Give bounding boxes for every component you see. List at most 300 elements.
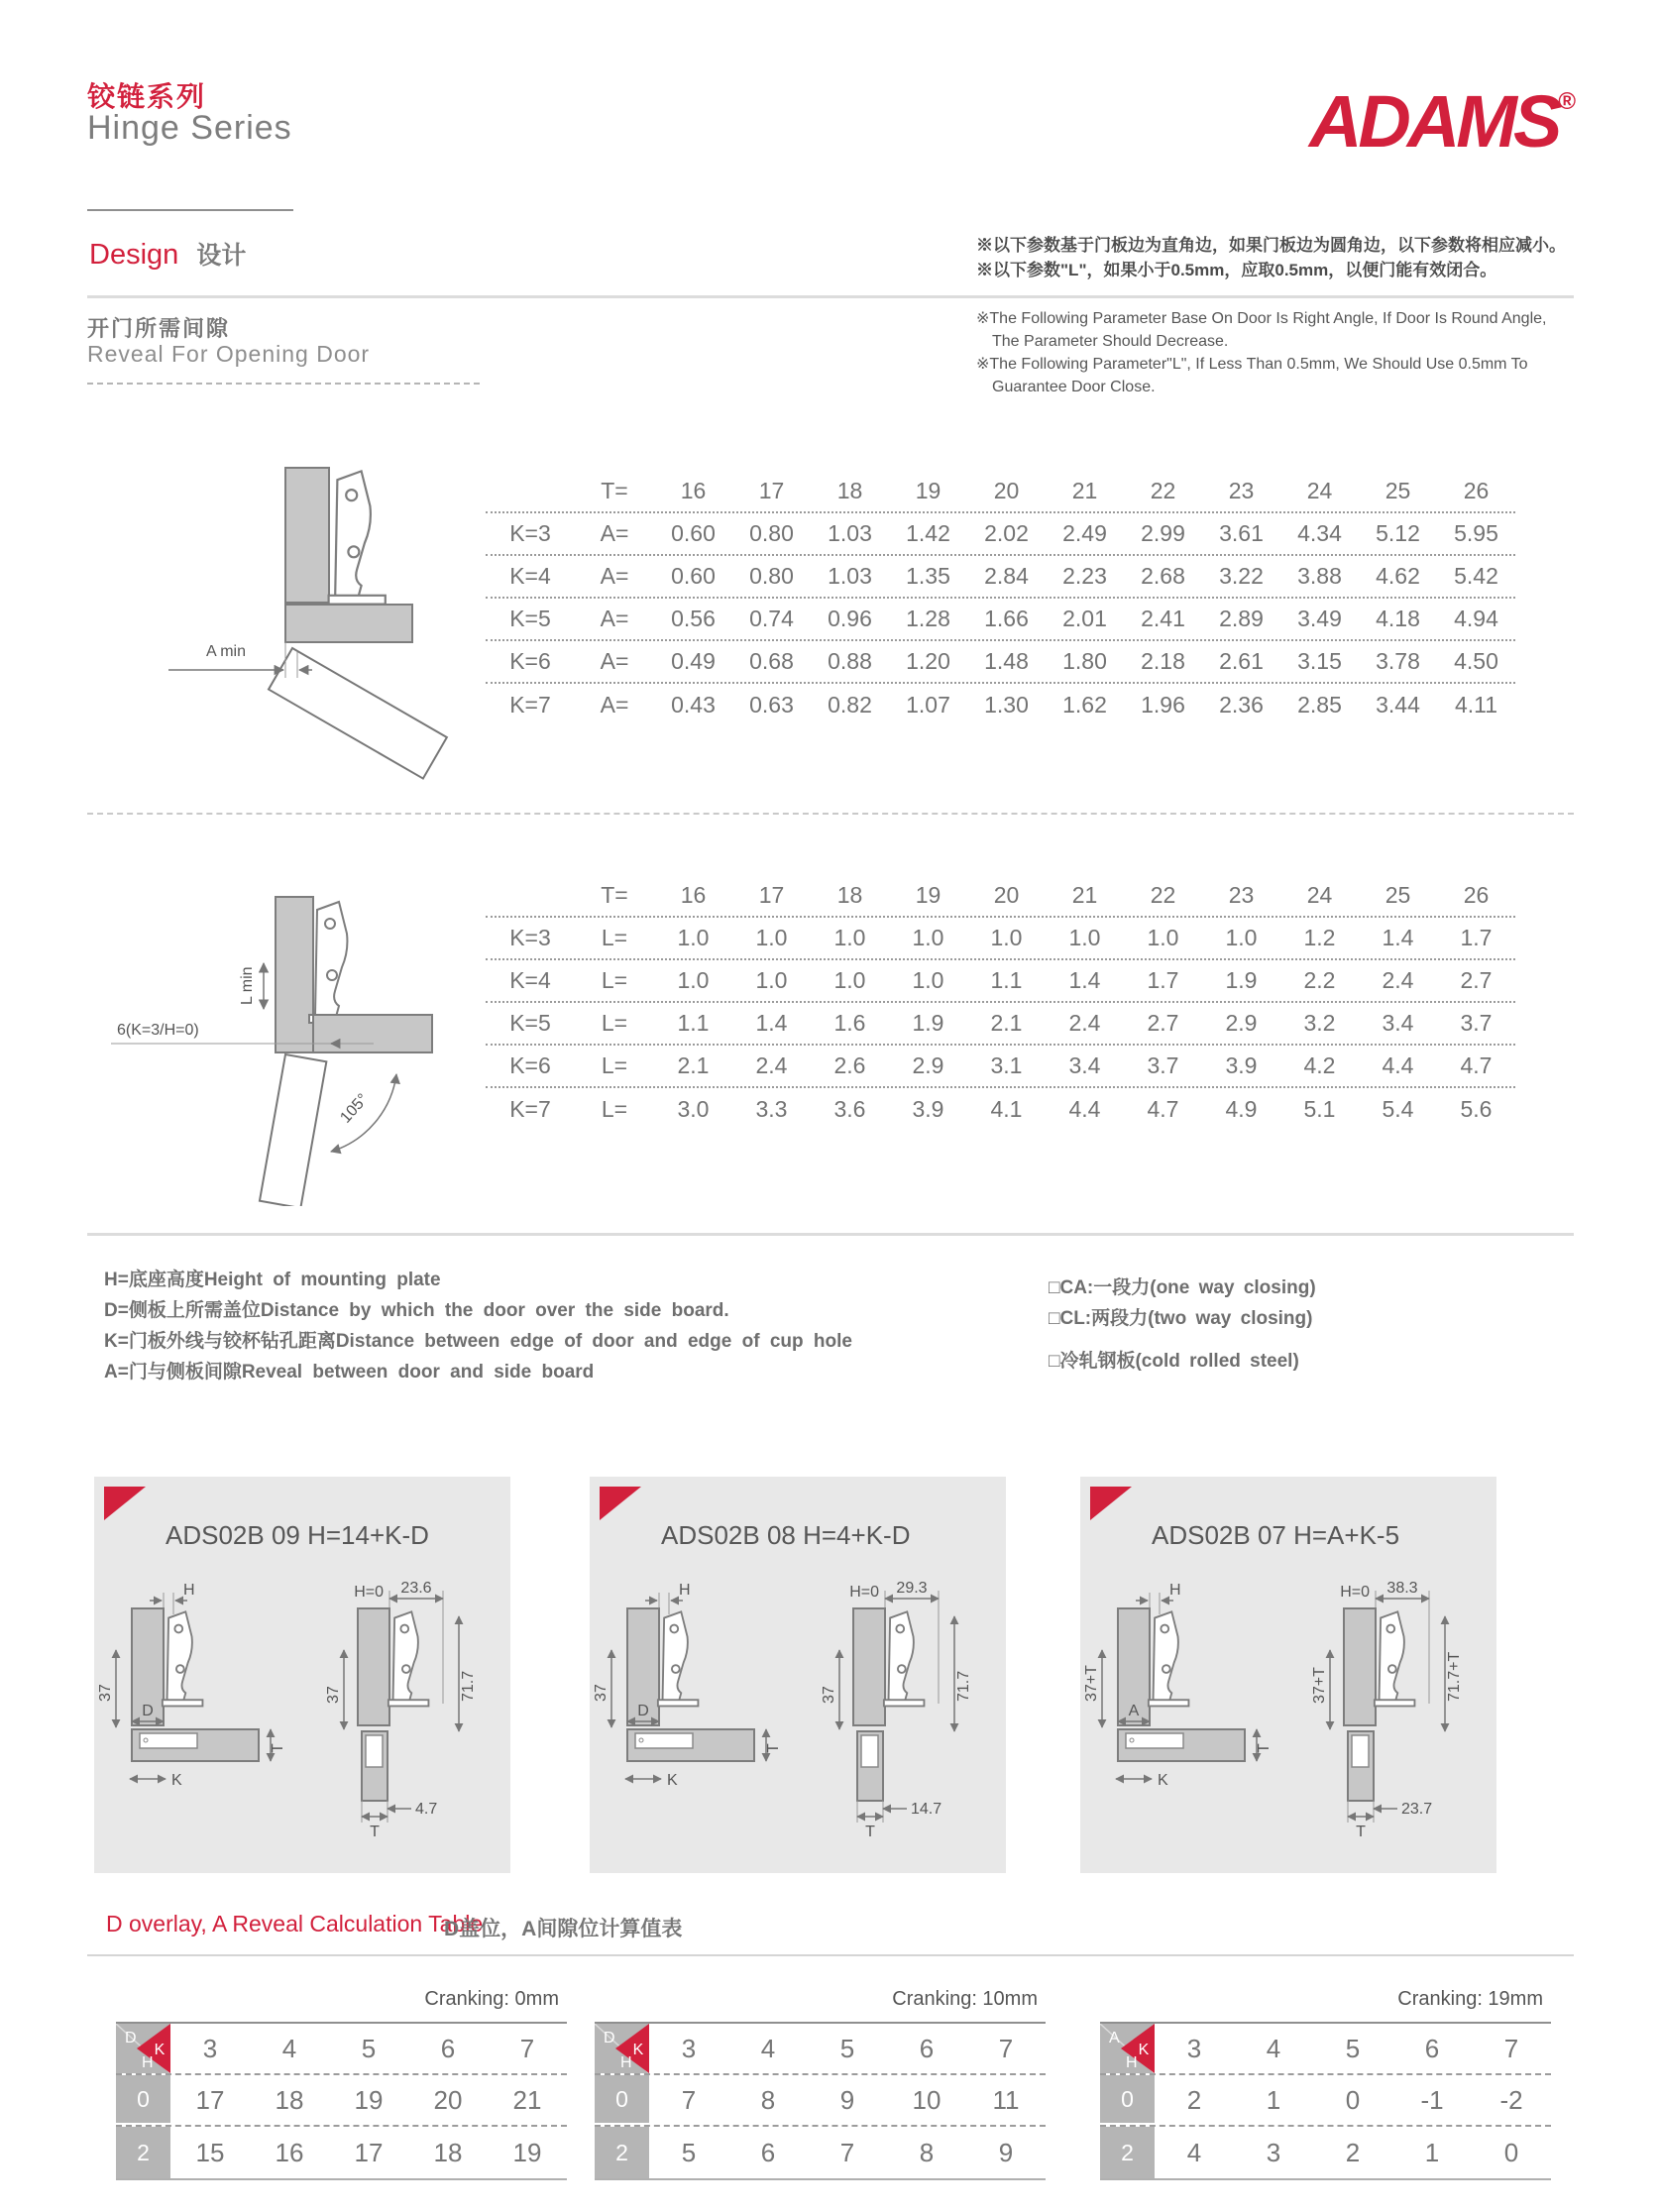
cell-value: 0.56 [671,606,716,631]
column-header: 5 [1345,2033,1361,2063]
cell-value: 18 [433,2137,463,2167]
corner-mid-label: K [632,2042,644,2058]
table-row [486,684,1515,726]
cell-value: 1.03 [828,563,872,589]
row-label: 2 [1100,2127,1155,2178]
cell-value: 1.9 [1225,967,1258,993]
legend-option: □CL:两段力(two way closing) [1049,1308,1313,1329]
cell-value: 1.4 [755,1010,788,1036]
dim-k: K [667,1772,678,1789]
design-heading-en: Design [89,239,179,271]
cell-value: 2.4 [755,1052,788,1078]
cell-value: 1.42 [906,520,950,546]
row-var-label: L= [601,967,628,993]
cell-value: 1.35 [906,563,950,589]
dim-t: T [765,1743,782,1753]
cell-value: 8 [760,2084,776,2115]
dim-right-height: 71.7 [955,1670,972,1702]
cell-value: 21 [512,2084,542,2115]
cell-value: 3 [1266,2137,1281,2167]
cell-value: 3.7 [1147,1052,1179,1078]
cell-value: 1.1 [677,1010,710,1036]
cell-value: 1.80 [1062,648,1107,674]
cranking-body [116,2022,567,2180]
registered-mark: ® [1558,88,1576,115]
cell-value: 4.2 [1303,1052,1336,1078]
cell-value: 1.03 [828,520,872,546]
hinge-drawing [329,471,386,604]
cell-value: 2.4 [1068,1010,1101,1036]
cell-value: 0.68 [749,648,794,674]
l-min-label: L min [239,966,256,1005]
corner-flag-icon [1090,1487,1132,1520]
legend-options [1049,1272,1564,1377]
cell-value: 9 [998,2137,1014,2167]
cell-value: 3.2 [1303,1010,1336,1036]
cell-value: 2.61 [1219,648,1264,674]
cell-value: 1.62 [1062,692,1107,718]
cell-value: 2.9 [1225,1010,1258,1036]
column-header: 5 [839,2033,855,2063]
cell-value: 2.41 [1141,606,1185,631]
t-value: 18 [836,478,863,503]
dim-top-width: 29.3 [896,1580,928,1597]
cell-value: 2.85 [1297,692,1342,718]
corner-header-cell [116,2024,170,2073]
row-var-label: A= [600,563,629,589]
cell-value: 3.9 [912,1096,944,1122]
cell-value: 4.9 [1225,1096,1258,1122]
cell-value: 0 [1503,2137,1519,2167]
dim-t2: T [1356,1824,1366,1840]
cell-value: 3.7 [1460,1010,1493,1036]
cell-value: 1.0 [755,967,788,993]
cell-value: 4 [1186,2137,1202,2167]
cell-value: 4.34 [1297,520,1342,546]
corner-bottom-label: H [1126,2054,1138,2071]
corner-header-cell [595,2024,649,2073]
cell-value: 1.28 [906,606,950,631]
dim-k: K [171,1772,182,1789]
cell-value: 17 [195,2084,225,2115]
k-label: K=7 [509,692,551,718]
reveal-table-l [486,875,1515,1131]
table-row [486,1046,1515,1088]
cell-value: 3.15 [1297,648,1342,674]
angle-label: 105° [337,1090,373,1127]
cell-value: 2.4 [1382,967,1414,993]
cell-value: 0.63 [749,692,794,718]
column-header: 7 [1503,2033,1519,2063]
column-header: 3 [1186,2033,1202,2063]
column-header: 4 [281,2033,297,2063]
t-value: 25 [1384,882,1411,908]
cell-value: 3.44 [1376,692,1420,718]
table-row [486,1088,1515,1131]
table-row [486,1003,1515,1046]
cranking-row [116,2075,567,2127]
t-value: 22 [1150,478,1176,503]
hinge-drawing [884,1611,925,1706]
design-heading-zh: 设计 [196,242,247,270]
cell-value: 1.0 [1147,925,1179,950]
cranking-header-row [1100,2024,1551,2075]
note-zh-1: ※以下参数基于门板边为直角边，如果门板边为圆角边，以下参数将相应减小。 [976,236,1566,255]
cell-value: 1.0 [833,967,866,993]
cell-value: 2.9 [912,1052,944,1078]
cell-value: 18 [275,2084,304,2115]
cell-value: 5.4 [1382,1096,1414,1122]
hinge-dimension-drawing [1080,1571,1496,1863]
t-value: 20 [993,882,1020,908]
cell-value: 4.1 [990,1096,1023,1122]
cell-value: 7 [681,2084,697,2115]
cell-value: 3.49 [1297,606,1342,631]
cell-value: 3.3 [755,1096,788,1122]
table-row [486,556,1515,599]
t-value: 24 [1306,478,1333,503]
cell-value: 1.2 [1303,925,1336,950]
page-title-zh: 铰链系列 [87,81,207,112]
dim-h: H [183,1582,195,1599]
corner-mid-label: K [154,2042,166,2058]
cell-value: 3.9 [1225,1052,1258,1078]
section-dashed-rule [87,383,480,385]
cell-value: 2.89 [1219,606,1264,631]
t-label: T= [601,478,628,503]
top-board [313,1015,432,1052]
corner-top-label: A [1109,2030,1120,2046]
column-header: 4 [1266,2033,1281,2063]
cell-value: 1 [1424,2137,1440,2167]
column-header: 6 [1424,2033,1440,2063]
dim-t2: T [370,1824,380,1840]
cell-value: 4.62 [1376,563,1420,589]
row-label: 0 [1100,2075,1155,2125]
cell-value: 1.0 [833,925,866,950]
dim-left: 37 [325,1686,342,1704]
table-row [486,513,1515,556]
reveal-table-a [486,471,1515,726]
t-value: 26 [1463,882,1490,908]
panel-ads02b-08 [590,1477,1006,1873]
cell-value: 0.49 [671,648,716,674]
dim-left: 37 [97,1684,114,1702]
brand-name: ADAMS [1308,80,1559,163]
legend-option: □CA:一段力(one way closing) [1049,1277,1316,1298]
cell-value: 15 [195,2137,225,2167]
row-var-label: A= [600,692,629,718]
k-label: K=6 [509,648,551,674]
t-value: 19 [915,478,941,503]
cell-value: 1 [1266,2084,1281,2115]
cell-value: 0.80 [749,520,794,546]
dim-top-width: 23.6 [400,1580,432,1597]
row-label: 0 [595,2075,649,2125]
dim-overlay: D [142,1703,154,1719]
cell-value: 0.80 [749,563,794,589]
dim-left: 37 [593,1684,609,1702]
cell-value: 2.6 [833,1052,866,1078]
cell-value: 1.1 [990,967,1023,993]
bottom-board [285,605,412,642]
corner-top-label: D [125,2030,137,2046]
t-value: 24 [1306,882,1333,908]
cell-value: 1.7 [1460,925,1493,950]
cell-value: 0.82 [828,692,872,718]
dim-bottom-width: 4.7 [415,1801,438,1818]
t-value: 21 [1071,478,1098,503]
cell-value: 20 [433,2084,463,2115]
cell-value: 3.22 [1219,563,1264,589]
cranking-header-row [595,2024,1046,2075]
cranking-table-0mm [116,1988,567,2180]
calc-title-zh: D盖位，A间隙位计算值表 [444,1918,683,1940]
dim-h: H [1169,1582,1181,1599]
dim-t: T [270,1743,286,1753]
dim-overlay: A [1128,1703,1140,1719]
t-value: 25 [1384,478,1411,503]
t-value: 23 [1228,478,1255,503]
hinge-drawing [1375,1611,1415,1706]
cell-value: 1.7 [1147,967,1179,993]
cell-value: 10 [912,2084,941,2115]
t-value: 16 [680,478,707,503]
cell-value: 16 [275,2137,304,2167]
k-label: K=5 [509,606,551,631]
table-header-row [486,471,1515,513]
side-board [276,897,313,1052]
table-row [486,960,1515,1003]
cell-value: 3.78 [1376,648,1420,674]
legend-line: H=底座高度Height of mounting plate [104,1270,441,1290]
cell-value: 3.0 [677,1096,710,1122]
t-label: T= [601,882,628,908]
hinge-drawing [163,1611,203,1706]
row-label: 0 [116,2075,170,2125]
t-value: 18 [836,882,863,908]
column-header: 3 [681,2033,697,2063]
cranking-body [1100,2022,1551,2180]
cell-value: 5.95 [1454,520,1498,546]
cell-value: 2.68 [1141,563,1185,589]
table-row [486,641,1515,684]
cell-value: 4.7 [1147,1096,1179,1122]
cell-value: 19 [354,2084,384,2115]
section-title-en: Reveal For Opening Door [87,341,371,367]
calc-divider [87,1954,1574,1956]
notes-english [976,307,1571,398]
cell-value: 5.1 [1303,1096,1336,1122]
t-value: 20 [993,478,1020,503]
k-label: K=6 [509,1052,551,1078]
cell-value: 0.96 [828,606,872,631]
side-board [285,468,329,603]
corner-flag-icon [104,1487,146,1520]
cranking-caption: Cranking: 10mm [892,1988,1038,2010]
cell-value: 0.60 [671,520,716,546]
k-label: K=3 [509,925,551,950]
cell-value: 1.0 [912,925,944,950]
cell-value: 1.4 [1068,967,1101,993]
cell-value: 5.6 [1460,1096,1493,1122]
legend-definitions [104,1265,996,1387]
a-min-label: A min [205,643,247,660]
cranking-row [595,2127,1046,2178]
cell-value: 1.0 [912,967,944,993]
panel-title: ADS02B 08 H=4+K-D [661,1520,911,1550]
legend-line: K=门板外线与铰杯钻孔距离Distance between edge of door and edge of cup hole [104,1331,852,1352]
note-en-2: ※The Following Parameter"L", If Less Than 0.5mm, We Should Use 0.5mm To Guarantee Door Close. [976,356,1528,395]
k-label: K=5 [509,1010,551,1036]
row-var-label: A= [600,606,629,631]
legend-line: D=侧板上所需盖位Distance by which the door over the side board. [104,1300,729,1321]
note-en-1: ※The Following Parameter Base On Door Is Right Angle, If Door Is Round Angle, The Parameter Should Decrease. [976,310,1547,350]
row-var-label: A= [600,648,629,674]
cell-value: 5.12 [1376,520,1420,546]
corner-bottom-label: H [142,2054,154,2071]
cell-value: 11 [992,2084,1020,2115]
dim-t: T [1256,1743,1273,1753]
cell-value: 3.6 [833,1096,866,1122]
cranking-row [595,2075,1046,2127]
dim-h0: H=0 [849,1584,879,1601]
table-header-row [486,875,1515,918]
dim-bottom-width: 14.7 [911,1801,942,1818]
cell-value: 19 [512,2137,542,2167]
cell-value: 6 [760,2137,776,2167]
cell-value: 1.66 [984,606,1029,631]
legend-option: □冷轧钢板(cold rolled steel) [1049,1351,1299,1372]
column-header: 6 [919,2033,935,2063]
corner-header-cell [1100,2024,1155,2073]
column-header: 5 [361,2033,377,2063]
note-zh-2: ※以下参数"L"，如果小于0.5mm，应取0.5mm，以便门能有效闭合。 [976,261,1497,279]
cranking-caption: Cranking: 0mm [424,1988,559,2010]
legend-divider [87,1233,1574,1236]
table-row [486,918,1515,960]
k-label: K=4 [509,563,551,589]
row-var-label: A= [600,520,629,546]
hinge-drawing [388,1611,429,1706]
cell-value: 9 [839,2084,855,2115]
panel-title: ADS02B 09 H=14+K-D [166,1520,429,1550]
dim-h: H [679,1582,691,1599]
dim-left: 37+T [1083,1665,1100,1702]
cell-value: 2.1 [990,1010,1023,1036]
cell-value: 1.4 [1382,925,1414,950]
corner-flag-icon [600,1487,641,1520]
cell-value: 4.94 [1454,606,1498,631]
cell-value: 4.50 [1454,648,1498,674]
cell-value: 2.2 [1303,967,1336,993]
table-row [486,599,1515,641]
row-var-label: L= [601,1052,628,1078]
cell-value: 3.4 [1068,1052,1101,1078]
hinge-drawing [658,1611,699,1706]
cell-value: 2.36 [1219,692,1264,718]
row-label: 2 [595,2127,649,2178]
corner-bottom-label: H [620,2054,632,2071]
t-value: 21 [1071,882,1098,908]
cell-value: 2.01 [1062,606,1107,631]
cell-value: 3.4 [1382,1010,1414,1036]
dim-right-height: 71.7+T [1446,1651,1463,1702]
brand-logo [1179,79,1576,164]
cell-value: 2.1 [677,1052,710,1078]
cranking-row [1100,2075,1551,2127]
cell-value: 5.42 [1454,563,1498,589]
offset-label: 6(K=3/H=0) [117,1022,199,1039]
corner-top-label: D [604,2030,615,2046]
dim-h0: H=0 [1340,1584,1370,1601]
cell-value: 1.0 [677,925,710,950]
cell-value: 2.23 [1062,563,1107,589]
cell-value: 1.0 [1068,925,1101,950]
t-value: 17 [758,882,785,908]
cell-value: 2.18 [1141,648,1185,674]
cell-value: 1.96 [1141,692,1185,718]
cell-value: 1.0 [990,925,1023,950]
t-value: 23 [1228,882,1255,908]
cell-value: 3.1 [990,1052,1023,1078]
header-divider [87,295,1574,298]
column-header: 7 [519,2033,535,2063]
title-divider [87,209,293,211]
hinge-dimension-drawing [590,1571,1006,1863]
diagram-reveal-a [139,454,456,781]
hinge-dimension-drawing [94,1571,510,1863]
dim-h0: H=0 [354,1584,384,1601]
cell-value: 2.7 [1147,1010,1179,1036]
cell-value: 2.99 [1141,520,1185,546]
dim-k: K [1158,1772,1168,1789]
cell-value: 1.20 [906,648,950,674]
legend-line: A=门与侧板间隙Reveal between door and side board [104,1362,595,1382]
cell-value: 0.88 [828,648,872,674]
t-value: 16 [680,882,707,908]
cranking-row [1100,2127,1551,2178]
cell-value: 0 [1345,2084,1361,2115]
column-header: 6 [440,2033,456,2063]
t-value: 17 [758,478,785,503]
hinge-drawing [1149,1611,1189,1706]
notes-chinese [976,233,1581,282]
section-title-zh: 开门所需间隙 [87,316,231,341]
middle-dashed-rule [87,813,1574,815]
dim-top-width: 38.3 [1386,1580,1418,1597]
dim-overlay: D [637,1703,649,1719]
panel-diagram [1080,1571,1496,1863]
door-open [269,648,447,779]
cell-value: 3.61 [1219,520,1264,546]
row-var-label: L= [601,925,628,950]
cell-value: 1.48 [984,648,1029,674]
cranking-caption: Cranking: 19mm [1397,1988,1543,2010]
panel-ads02b-09 [94,1477,510,1873]
cranking-table-10mm [595,1988,1046,2180]
row-var-label: L= [601,1096,628,1122]
column-header: 7 [998,2033,1014,2063]
dim-t2: T [865,1824,875,1840]
cell-value: 0.74 [749,606,794,631]
cell-value: 1.6 [833,1010,866,1036]
cell-value: 2.7 [1460,967,1493,993]
cell-value: 7 [839,2137,855,2167]
k-label: K=4 [509,967,551,993]
cell-value: 17 [354,2137,384,2167]
cell-value: 1.0 [1225,925,1258,950]
